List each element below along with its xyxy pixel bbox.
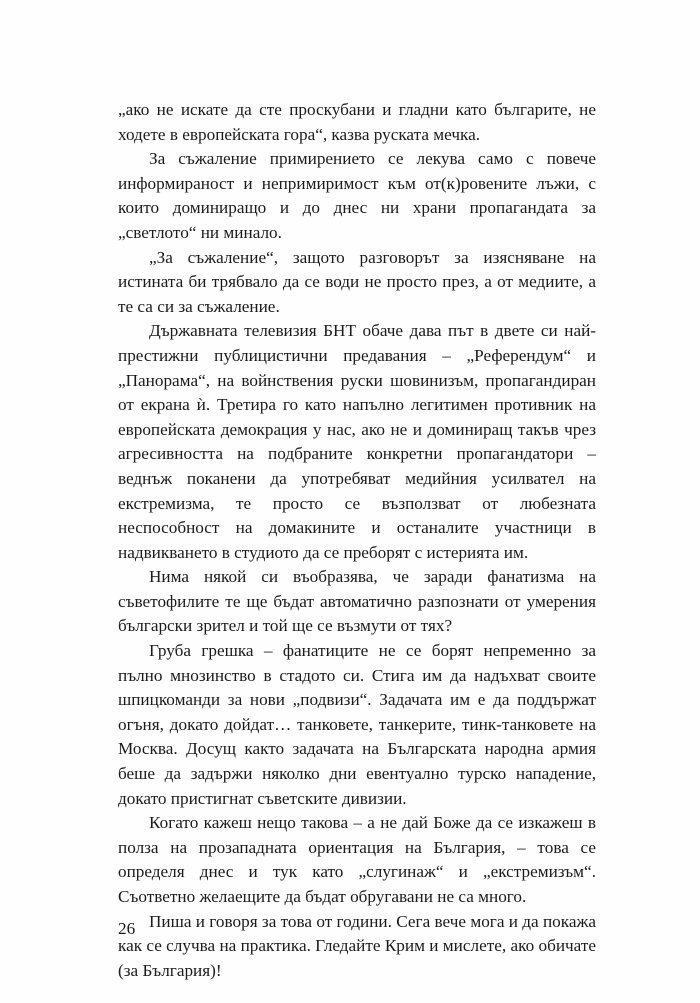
paragraph-3: „За съжаление“, защото разговорът за изясняване на истината би трябвало да се води не просто през, а от медиите, а те са си за съжаление. [118, 247, 596, 316]
paragraph-1: „ако не искате да сте проскубани и гладни като българите, не ходете в европейската гора“, казва руската мечка. [118, 100, 596, 144]
body-text [118, 98, 596, 983]
page-number: 26 [118, 919, 136, 938]
paragraph-4: Държавната телевизия БНТ обаче дава път в двете си най-престижни публицистични предавания – „Референдум“ и „Панорама“, на войнствения руски шовинизъм, пропагандиран от екрана ѝ. Третира го като напълно легитимен противник на европейската демокрация у нас, ако не и доминиращ такъв чрез агресивността на подбраните конкретни пропагандатори – веднъж поканени да употребяват медийния усилвател на екстремизма, те просто се възползват от любезната неспособност на домакините и останалите участници в надвикването в студиото да се преборят с истерията им. [118, 321, 596, 562]
paragraph-2: За съжаление примирението се лекува само с повече информираност и непримиримост към от(к)ровените лъжи, с които доминиращо и до днес ни храни пропагандата за „светлото“ ни минало. [118, 149, 596, 242]
paragraph-7: Когато кажеш нещо такова – а не дай Боже да се изкажеш в полза на прозападната ориентация на България, – това се определя днес и тук като „слугинаж“ и „екстремизъм“. Съответно желаещите да бъдат обругавани не са много. [118, 813, 596, 906]
paragraph-5: Нима някой си въобразява, че заради фанатизма на съветофилите те ще бъдат автоматично разпознати от умерения български зрител и той ще се възмути от тях? [118, 567, 596, 636]
paragraph-8: Пиша и говоря за това от години. Сега вече мога и да покажа как се случва на практика. Гледайте Крим и мислете, ако обичате (за България)! [118, 911, 596, 980]
paragraph-6: Груба грешка – фанатиците не се борят непременно за пълно мнозинство в стадото си. Стига им да надъхват своите шпицкоманди за нови „подвизи“. Задачата им е да поддържат огъня, докато дойдат… танковете, танкерите, тинк-танковете на Москва. Досущ както задачата на Българската народна армия беше да задържи няколко дни евентуално турско нападение, докато пристигнат съветските дивизии. [118, 641, 596, 808]
